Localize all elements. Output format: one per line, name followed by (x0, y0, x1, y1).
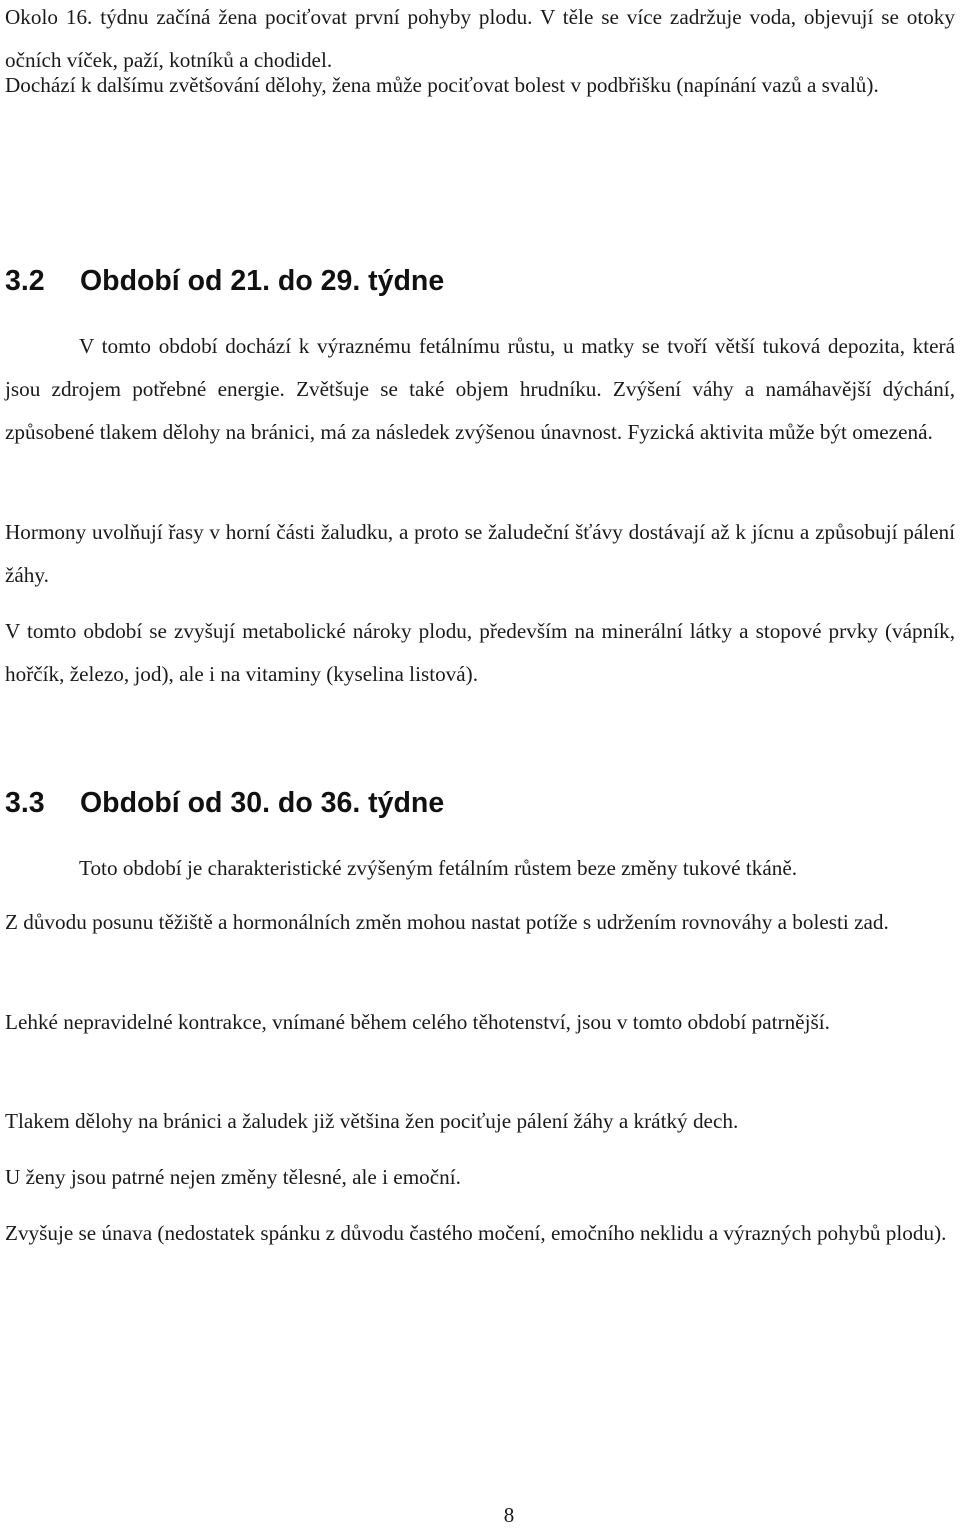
paragraph: Toto období je charakteristické zvýšeným fetálním růstem beze změny tukové tkáně. (79, 856, 798, 880)
paragraph: V tomto období dochází k výraznému fetálnímu růstu, u matky se tvoří větší tuková depozita, která jsou zdrojem potřebné energie. Zvětšuje se také objem hrudníku. Zvýšení váhy a namáhavější dýchání, způsobené tlakem dělohy na bránici, má za následek zvýšenou únavnost. Fyzická aktivita může být omezená. (5, 334, 955, 444)
paragraph: U ženy jsou patrné nejen změny tělesné, ale i emoční. (5, 1165, 461, 1189)
paragraph: Dochází k dalšímu zvětšování dělohy, žena může pociťovat bolest v podbřišku (napínání vazů a svalů). (5, 73, 879, 97)
section-heading (5, 264, 444, 298)
section-title: Období od 21. do 29. týdne (80, 265, 445, 297)
paragraph: Lehké nepravidelné kontrakce, vnímané během celého těhotenství, jsou v tomto období patrnější. (5, 1010, 830, 1034)
section-title: Období od 30. do 36. týdne (80, 787, 445, 819)
section-heading (5, 786, 444, 820)
paragraph: Z důvodu posunu těžiště a hormonálních změn mohou nastat potíže s udržením rovnováhy a bolesti zad. (5, 910, 889, 934)
section-number: 3.3 (5, 787, 45, 819)
paragraph: Tlakem dělohy na bránici a žaludek již většina žen pociťuje pálení žáhy a krátký dech. (5, 1109, 739, 1133)
section-number: 3.2 (5, 265, 45, 297)
paragraph: V tomto období se zvyšují metabolické nároky plodu, především na minerální látky a stopové prvky (vápník, hořčík, železo, jod), ale i na vitaminy (kyselina listová). (5, 619, 955, 686)
paragraph: Hormony uvolňují řasy v horní části žaludku, a proto se žaludeční šťávy dostávají až k jícnu a způsobují pálení žáhy. (5, 520, 955, 587)
paragraph: Zvyšuje se únava (nedostatek spánku z důvodu častého močení, emočního neklidu a výrazných pohybů plodu). (5, 1221, 947, 1245)
page-number: 8 (503, 1503, 515, 1527)
paragraph: Okolo 16. týdnu začíná žena pociťovat první pohyby plodu. V těle se více zadržuje voda, objevují se otoky očních víček, paží, kotníků a chodidel. (5, 5, 955, 72)
